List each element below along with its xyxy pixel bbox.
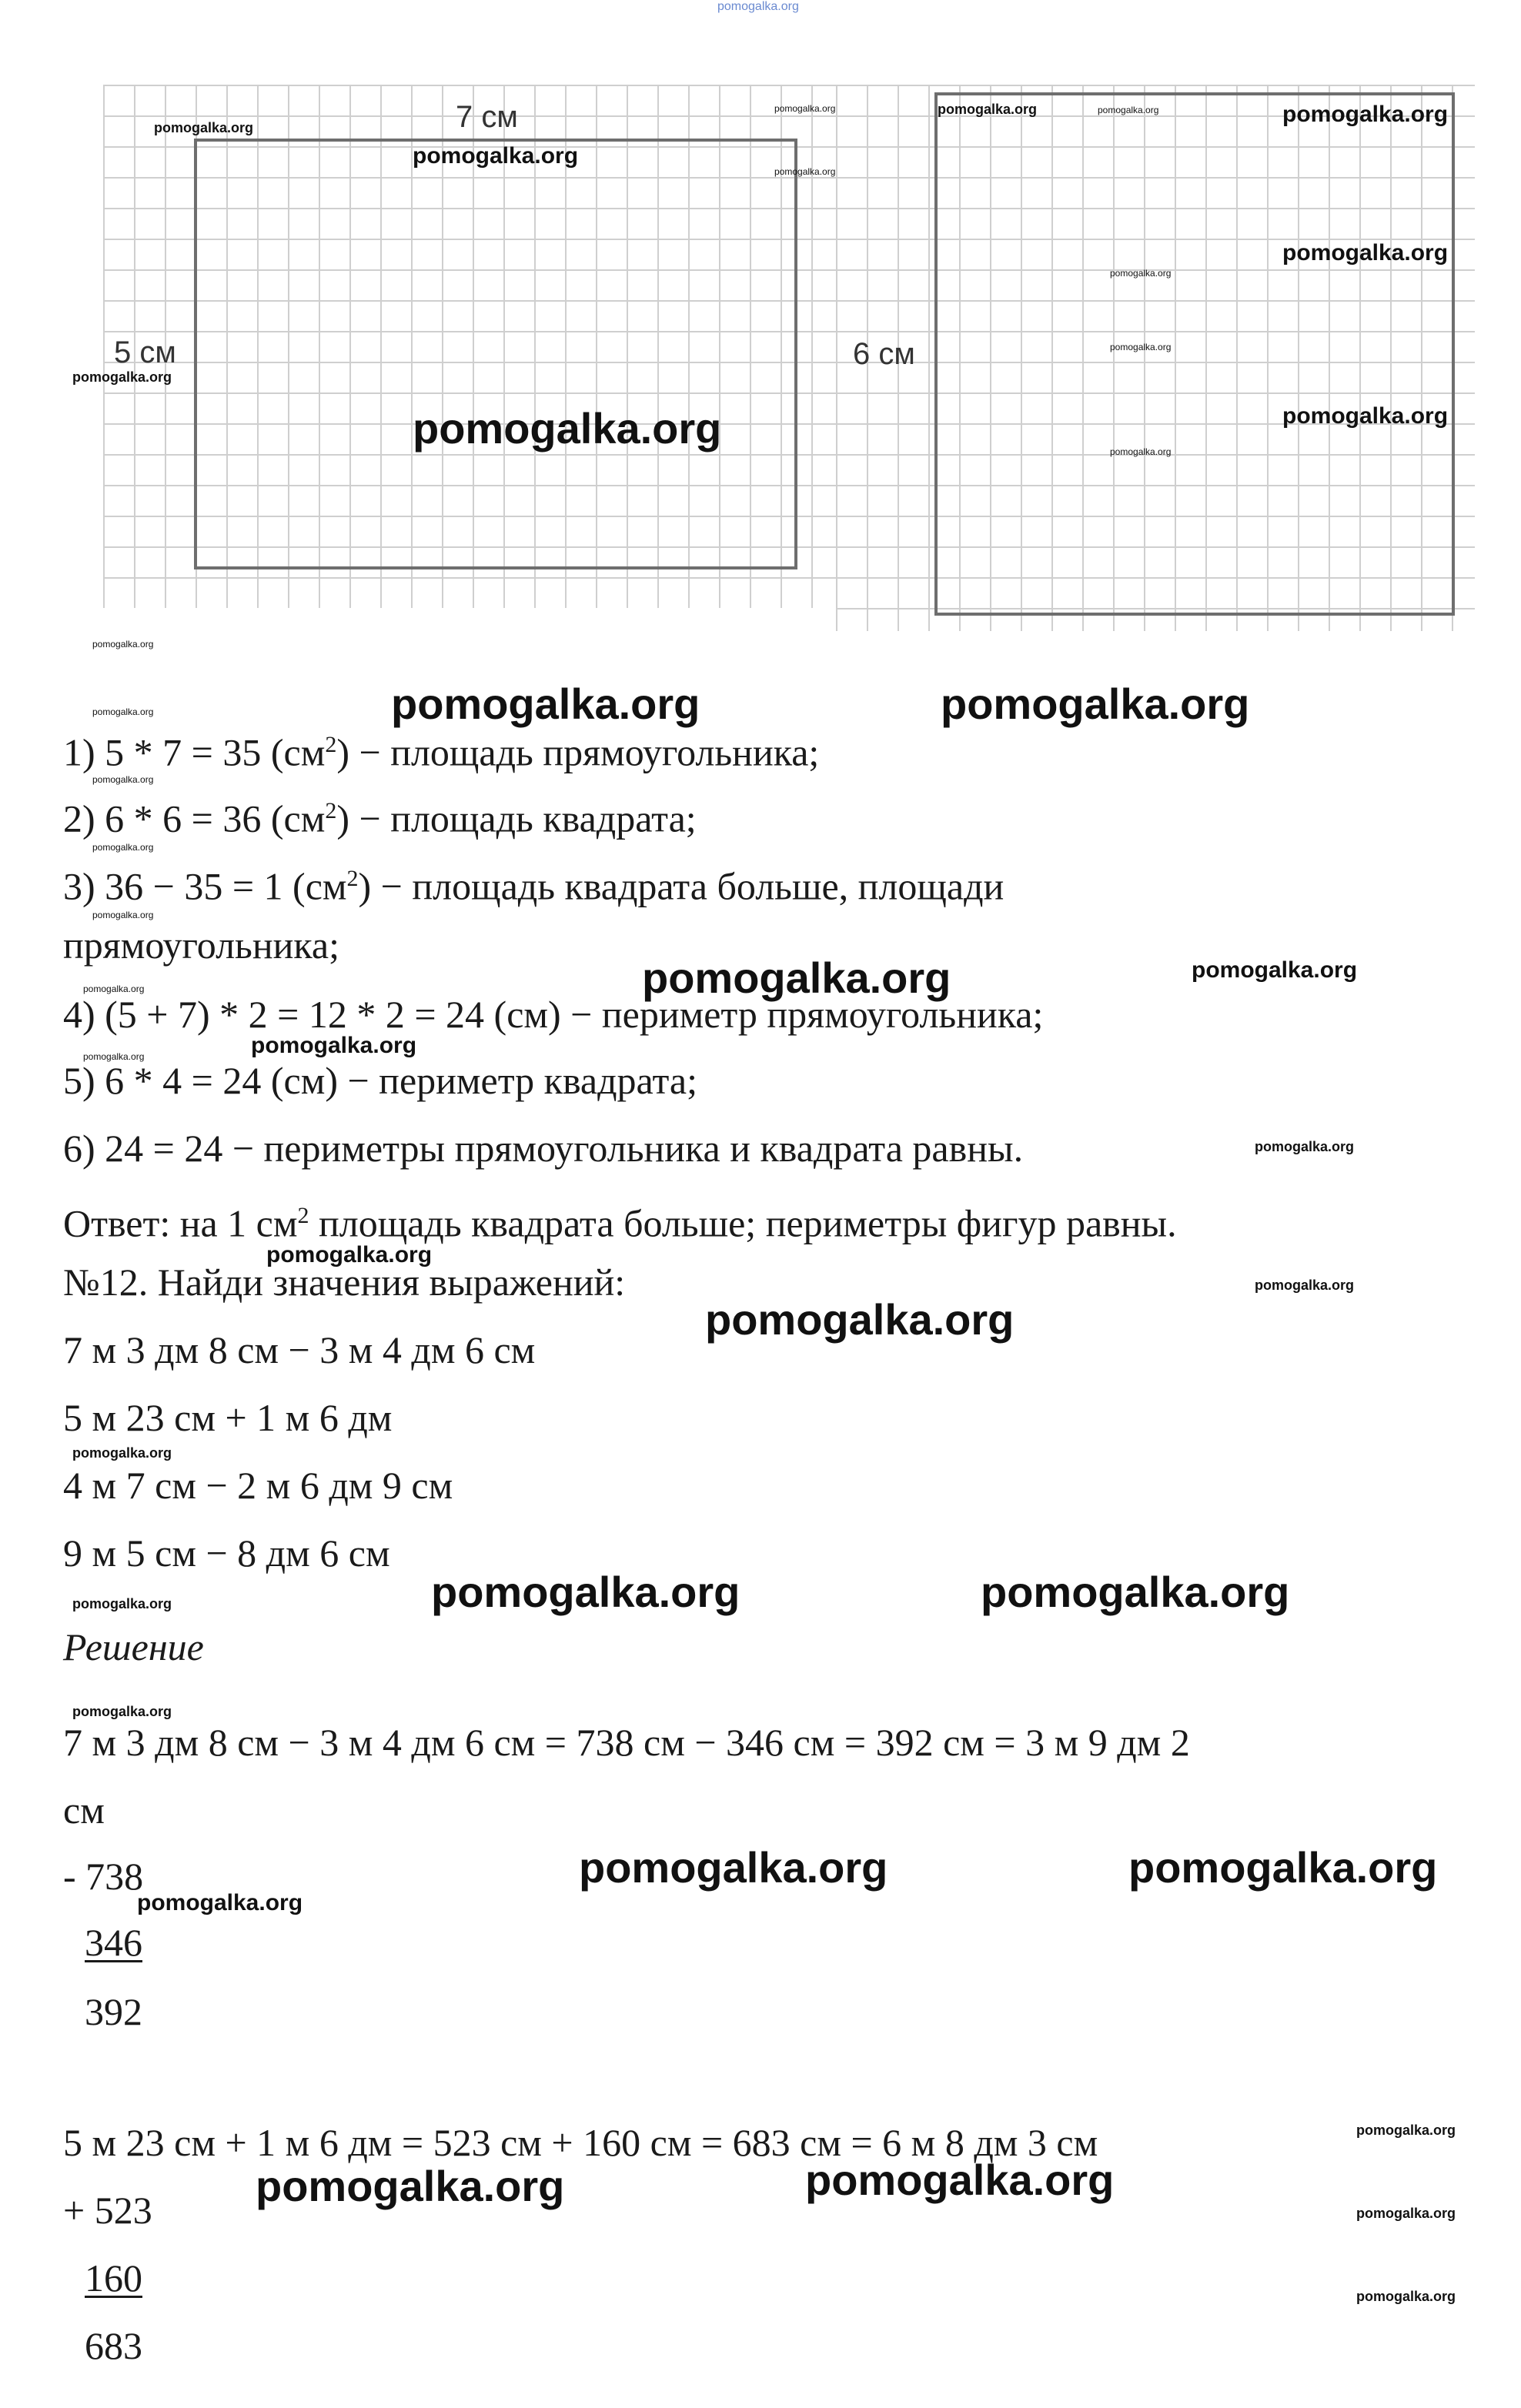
watermark: pomogalka.org [1192, 957, 1358, 983]
watermark: pomogalka.org [266, 1242, 433, 1267]
watermark: pomogalka.org [1255, 1139, 1355, 1154]
solution-line-1: 1) 5 * 7 = 35 $(см^2)$ − площадь прямоугольника; [63, 730, 820, 774]
watermark: pomogalka.org [774, 166, 836, 177]
watermark: pomogalka.org [1255, 1277, 1355, 1293]
watermark: pomogalka.org [137, 1890, 303, 1915]
square-side-label: 6 см [853, 337, 915, 371]
solution-line-3-cont: прямоугольника; [63, 923, 339, 967]
watermark: pomogalka.org [938, 102, 1038, 117]
watermark: pomogalka.org [705, 1295, 1015, 1344]
watermark: pomogalka.org [1282, 403, 1449, 429]
solution-heading: Решение [63, 1625, 204, 1668]
watermark: pomogalka.org [1282, 102, 1449, 127]
watermark: pomogalka.org [1110, 268, 1172, 279]
watermark: pomogalka.org [256, 2162, 565, 2210]
watermark: pomogalka.org [941, 680, 1250, 728]
watermark: pomogalka.org [717, 0, 799, 13]
expression-2: 5 м 23 см + 1 м 6 дм [63, 1396, 393, 1439]
watermark: pomogalka.org [1282, 240, 1449, 266]
expression-4: 9 м 5 см − 8 дм 6 см [63, 1531, 390, 1575]
watermark: pomogalka.org [72, 1704, 172, 1719]
watermark: pomogalka.org [805, 2156, 1115, 2204]
watermark: pomogalka.org [981, 1568, 1290, 1616]
watermark: pomogalka.org [1098, 105, 1159, 115]
watermark: pomogalka.org [92, 774, 154, 785]
watermark: pomogalka.org [1356, 2206, 1456, 2221]
solution-line-2: 2) 6 * 6 = 36 $(см^2)$ − площадь квадрата; [63, 797, 697, 840]
watermark: pomogalka.org [1110, 446, 1172, 457]
square-shape [934, 92, 1455, 616]
watermark: pomogalka.org [1356, 2122, 1456, 2138]
watermark: pomogalka.org [1128, 1843, 1438, 1892]
solution-line-4: 4) (5 + 7) * 2 = 12 * 2 = 24 (см) − периметр прямоугольника; [63, 993, 1044, 1036]
column-addition-operand: 160 [85, 2256, 142, 2299]
watermark: pomogalka.org [92, 910, 154, 920]
watermark: pomogalka.org [1356, 2289, 1456, 2304]
watermark: pomogalka.org [72, 1445, 172, 1461]
watermark: pomogalka.org [1110, 342, 1172, 352]
watermark: pomogalka.org [413, 404, 722, 453]
watermark: pomogalka.org [413, 143, 579, 169]
watermark: pomogalka.org [92, 706, 154, 717]
watermark: pomogalka.org [92, 842, 154, 853]
solution-line-6: 6) 24 = 24 − периметры прямоугольника и квадрата равны. [63, 1127, 1024, 1170]
watermark: pomogalka.org [83, 984, 145, 994]
rectangle-shape [194, 139, 797, 569]
watermark: pomogalka.org [774, 103, 836, 114]
watermark: pomogalka.org [154, 120, 254, 135]
column-subtraction-result: 392 [85, 1990, 142, 2033]
column-addition-op: + 523 [63, 2189, 152, 2232]
answer-line: Ответ: на 1 $см^2$ площадь квадрата больше; периметры фигур равны. [63, 1201, 1177, 1245]
watermark: pomogalka.org [72, 369, 172, 385]
solution-line-5: 5) 6 * 4 = 24 (см) − периметр квадрата; [63, 1059, 697, 1102]
watermark: pomogalka.org [642, 954, 951, 1002]
watermark: pomogalka.org [431, 1568, 740, 1616]
rectangle-width-label: 7 см [456, 100, 518, 134]
solution-2-line: 5 м 23 см + 1 м 6 дм = 523 см + 160 см = 683 см = 6 м 8 дм 3 см [63, 2121, 1098, 2164]
rectangle-height-label: 5 см [114, 336, 176, 369]
column-subtraction-operand: 346 [85, 1921, 142, 1964]
expression-1: 7 м 3 дм 8 см − 3 м 4 дм 6 см [63, 1328, 536, 1371]
watermark: pomogalka.org [391, 680, 700, 728]
solution-1-line: 7 м 3 дм 8 см − 3 м 4 дм 6 см = 738 см − 346 см = 392 см = 3 м 9 дм 2 [63, 1721, 1190, 1764]
watermark: pomogalka.org [72, 1596, 172, 1611]
solution-line-3: 3) 36 − 35 = 1 $(см^2)$ − площадь квадрата больше, площади [63, 864, 1005, 908]
expression-3: 4 м 7 см − 2 м 6 дм 9 см [63, 1464, 453, 1507]
watermark: pomogalka.org [92, 639, 154, 650]
solution-1-line-cont: см [63, 1788, 105, 1832]
column-subtraction-op: - 738 [63, 1855, 144, 1898]
task-heading: №12. Найди значения выражений: [63, 1261, 626, 1304]
watermark: pomogalka.org [579, 1843, 888, 1892]
column-addition-result: 683 [85, 2324, 142, 2367]
watermark: pomogalka.org [83, 1051, 145, 1062]
watermark: pomogalka.org [251, 1033, 417, 1058]
